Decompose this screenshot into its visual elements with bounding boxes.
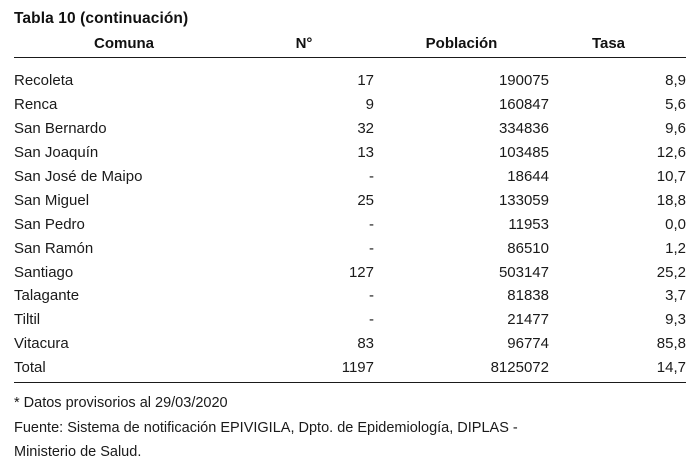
cell-n: - bbox=[369, 287, 374, 305]
table-notes bbox=[14, 391, 686, 464]
cell-tasa: 9,6 bbox=[665, 119, 686, 137]
cell-tasa: 3,7 bbox=[665, 287, 686, 305]
cell-poblacion: 96774 bbox=[507, 335, 549, 353]
cell-comuna: Total bbox=[14, 359, 46, 377]
cell-poblacion: 21477 bbox=[507, 311, 549, 329]
cell-tasa: 8,9 bbox=[665, 72, 686, 89]
table-row bbox=[14, 165, 686, 189]
cell-comuna: San Bernardo bbox=[14, 119, 107, 137]
cell-tasa: 25,2 bbox=[656, 263, 686, 281]
cell-poblacion: 103485 bbox=[498, 143, 549, 161]
table-row bbox=[14, 284, 686, 308]
cell-comuna: San Joaquín bbox=[14, 143, 99, 161]
table-row bbox=[14, 141, 686, 165]
table-bottom-rule bbox=[14, 382, 686, 383]
cell-poblacion: 8125072 bbox=[490, 359, 549, 377]
column-header-poblacion: Población bbox=[374, 34, 549, 58]
cell-poblacion: 18644 bbox=[507, 167, 549, 185]
cell-n: 1197 bbox=[341, 359, 374, 377]
table-row bbox=[14, 213, 686, 237]
table-header-row bbox=[14, 34, 686, 58]
note-source-line-2: Ministerio de Salud. bbox=[14, 444, 142, 461]
cell-comuna: San José de Maipo bbox=[14, 167, 143, 185]
column-header-tasa: Tasa bbox=[549, 34, 686, 58]
cell-n: - bbox=[369, 215, 374, 233]
cell-n: 25 bbox=[357, 191, 374, 209]
cell-tasa: 1,2 bbox=[665, 239, 686, 257]
table-header bbox=[14, 34, 686, 58]
note-source-line-1: Fuente: Sistema de notificación EPIVIGILA, Dpto. de Epidemiología, DIPLAS - bbox=[14, 419, 518, 436]
cell-n: 127 bbox=[348, 263, 374, 281]
cell-poblacion: 86510 bbox=[507, 239, 549, 257]
cell-tasa: 14,7 bbox=[656, 359, 686, 377]
table-row bbox=[14, 93, 686, 117]
table-row bbox=[14, 261, 686, 285]
cell-comuna: Renca bbox=[14, 95, 58, 113]
cell-comuna: Santiago bbox=[14, 263, 74, 281]
table-row bbox=[14, 117, 686, 141]
column-header-comuna: Comuna bbox=[14, 34, 234, 58]
cell-comuna: San Pedro bbox=[14, 215, 85, 233]
note-provisional-data: * Datos provisorios al 29/03/2020 bbox=[14, 395, 228, 412]
cell-comuna: Vitacura bbox=[14, 335, 69, 353]
table-row bbox=[14, 69, 686, 93]
cell-tasa: 10,7 bbox=[656, 167, 686, 185]
table-row bbox=[14, 308, 686, 332]
cell-poblacion: 81838 bbox=[507, 287, 549, 305]
table-body bbox=[14, 58, 686, 381]
cell-n: 17 bbox=[357, 72, 374, 89]
cell-poblacion: 160847 bbox=[498, 95, 549, 113]
cell-comuna: San Miguel bbox=[14, 191, 90, 209]
table-row bbox=[14, 332, 686, 356]
cell-tasa: 85,8 bbox=[656, 335, 686, 353]
cell-n: - bbox=[369, 239, 374, 257]
cell-n: 83 bbox=[357, 335, 374, 353]
cell-tasa: 9,3 bbox=[665, 311, 686, 329]
cell-poblacion: 133059 bbox=[498, 191, 549, 209]
table-row bbox=[14, 237, 686, 261]
data-table bbox=[14, 34, 686, 380]
cell-poblacion: 334836 bbox=[498, 119, 549, 137]
cell-n: 32 bbox=[357, 119, 374, 137]
cell-n: 9 bbox=[365, 95, 374, 113]
table-row-total bbox=[14, 356, 686, 380]
table-caption: Tabla 10 (continuación) bbox=[14, 10, 189, 27]
header-gap bbox=[14, 58, 686, 70]
column-header-n: N° bbox=[234, 34, 374, 58]
cell-comuna: San Ramón bbox=[14, 239, 94, 257]
table-row bbox=[14, 189, 686, 213]
cell-n: - bbox=[369, 167, 374, 185]
cell-poblacion: 190075 bbox=[498, 72, 549, 89]
cell-comuna: Tiltil bbox=[14, 311, 41, 329]
cell-comuna: Talagante bbox=[14, 287, 80, 305]
cell-tasa: 12,6 bbox=[656, 143, 686, 161]
cell-comuna: Recoleta bbox=[14, 72, 74, 89]
cell-tasa: 18,8 bbox=[656, 191, 686, 209]
cell-tasa: 5,6 bbox=[665, 95, 686, 113]
cell-tasa: 0,0 bbox=[665, 215, 686, 233]
cell-poblacion: 11953 bbox=[508, 215, 549, 233]
cell-n: 13 bbox=[357, 143, 374, 161]
cell-poblacion: 503147 bbox=[498, 263, 549, 281]
cell-n: - bbox=[369, 311, 374, 329]
